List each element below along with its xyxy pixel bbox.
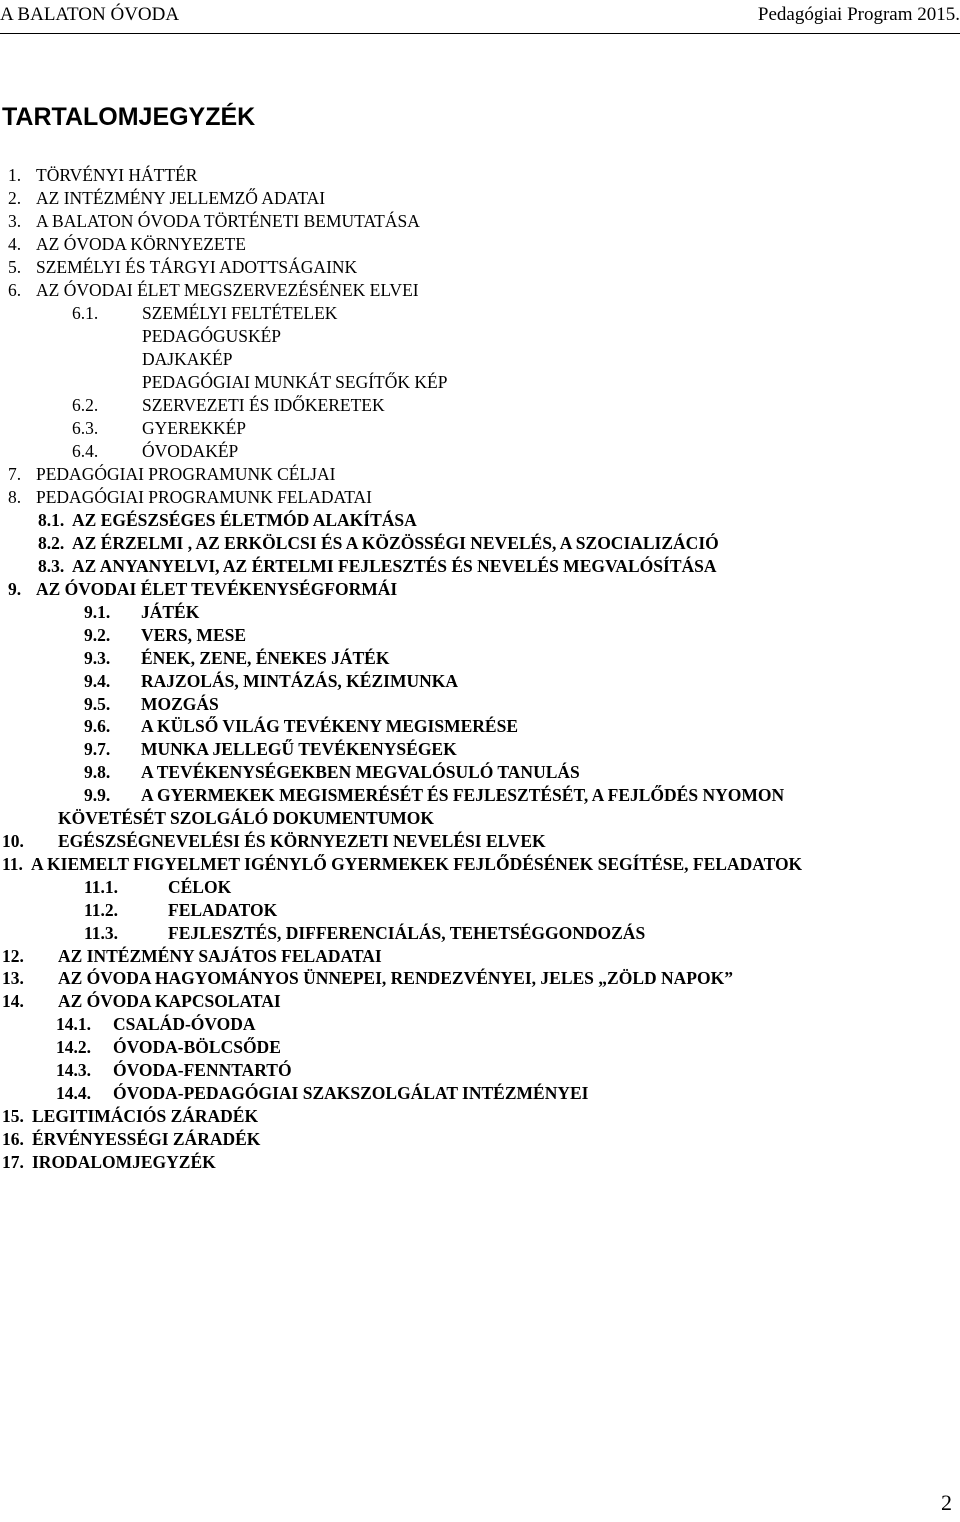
toc-entry-number: 2.	[8, 188, 22, 208]
page-number: 2	[941, 1490, 952, 1515]
toc-entry-text: DAJKAKÉP	[142, 349, 233, 369]
toc-entry-number: 14.2.	[56, 1037, 91, 1057]
toc-entry-text: KÖVETÉSÉT SZOLGÁLÓ DOKUMENTUMOK	[58, 808, 434, 828]
toc-entry-15	[2, 1104, 258, 1128]
toc-entry-number: 9.	[8, 579, 22, 599]
toc-entry-13	[2, 966, 733, 990]
toc-entry-5	[8, 255, 357, 279]
toc-entry-text: TÖRVÉNYI HÁTTÉR	[36, 165, 198, 185]
toc-entry-14-4	[56, 1081, 588, 1105]
header-divider	[0, 33, 960, 34]
toc-entry-text: SZEMÉLYI ÉS TÁRGYI ADOTTSÁGAINK	[36, 257, 358, 277]
toc-entry-14-3	[56, 1058, 292, 1082]
toc-entry-number: 14.1.	[56, 1014, 91, 1034]
toc-entry-number: 9.5.	[84, 694, 111, 714]
toc-entry-text: ÓVODA-PEDAGÓGIAI SZAKSZOLGÁLAT INTÉZMÉNYEI	[113, 1083, 589, 1103]
toc-entry-4	[8, 232, 246, 256]
header-document-title: Pedagógiai Program 2015.	[757, 4, 960, 25]
toc-entry-10	[2, 829, 546, 853]
toc-entry-text: AZ ÓVODAI ÉLET TEVÉKENYSÉGFORMÁI	[36, 579, 398, 599]
toc-title: TARTALOMJEGYZÉK	[2, 103, 256, 131]
toc-entry-number: 12.	[2, 946, 24, 966]
toc-entry-number: 8.	[8, 487, 22, 507]
toc-entry-12	[2, 944, 382, 968]
toc-entry-text: ÓVODA-BÖLCSŐDE	[113, 1037, 281, 1057]
toc-entry-text: CÉLOK	[168, 877, 232, 897]
toc-entry-number: 8.3.	[38, 556, 65, 576]
toc-entry-9-9-continuation	[58, 806, 434, 830]
page-header	[0, 0, 960, 30]
toc-entry-text: A KIEMELT FIGYELMET IGÉNYLŐ GYERMEKEK FEJLŐDÉSÉNEK SEGÍTÉSE, FELADATOK	[31, 854, 803, 874]
toc-entry-text: A GYERMEKEK MEGISMERÉSÉT ÉS FEJLESZTÉSÉT, A FEJLŐDÉS NYOMON	[141, 785, 785, 805]
toc-entry-number: 15.	[2, 1106, 24, 1126]
toc-entry-text: FEJLESZTÉS, DIFFERENCIÁLÁS, TEHETSÉGGONDOZÁS	[168, 923, 646, 943]
toc-entry-text: JÁTÉK	[141, 602, 200, 622]
toc-entry-11-2	[84, 898, 277, 922]
toc-entry-9	[8, 577, 397, 601]
toc-entry-number: 9.2.	[84, 625, 111, 645]
toc-entry-14	[2, 989, 281, 1013]
toc-entry-9-1	[84, 600, 199, 624]
toc-entry-number: 4.	[8, 234, 22, 254]
toc-entry-number: 11.	[2, 854, 23, 874]
toc-entry-text: CSALÁD-ÓVODA	[113, 1014, 256, 1034]
toc-entry-number: 3.	[8, 211, 22, 231]
toc-entry-text: AZ ÓVODA KÖRNYEZETE	[36, 234, 246, 254]
toc-entry-text: A KÜLSŐ VILÁG TEVÉKENY MEGISMERÉSE	[141, 716, 518, 736]
toc-entry-number: 9.7.	[84, 739, 111, 759]
toc-entry-text: AZ ÓVODA KAPCSOLATAI	[58, 991, 281, 1011]
toc-entry-text: PEDAGÓGUSKÉP	[142, 326, 282, 346]
toc-entry-2	[8, 186, 325, 210]
toc-entry-text: IRODALOMJEGYZÉK	[32, 1152, 216, 1172]
toc-entry-7	[8, 462, 335, 486]
toc-entry-6-3	[72, 416, 246, 440]
toc-entry-6-1	[72, 301, 337, 325]
toc-entry-text: ÓVODA-FENNTARTÓ	[113, 1060, 292, 1080]
toc-entry-8-3	[38, 554, 717, 578]
toc-entry-text: PEDAGÓGIAI PROGRAMUNK CÉLJAI	[36, 464, 336, 484]
toc-entry-3	[8, 209, 420, 233]
toc-entry-14-1	[56, 1012, 256, 1036]
toc-entry-segitok-kep	[142, 370, 447, 394]
toc-entry-text: AZ INTÉZMÉNY SAJÁTOS FELADATAI	[58, 946, 382, 966]
toc-entry-8-2	[38, 531, 719, 555]
toc-entry-text: LEGITIMÁCIÓS ZÁRADÉK	[32, 1106, 259, 1126]
toc-entry-6-4	[72, 439, 238, 463]
toc-entry-text: GYEREKKÉP	[142, 418, 247, 438]
toc-entry-8	[8, 485, 372, 509]
toc-entry-number: 6.	[8, 280, 22, 300]
toc-entry-number: 9.6.	[84, 716, 111, 736]
toc-entry-9-3	[84, 646, 389, 670]
toc-entry-number: 8.2.	[38, 533, 65, 553]
toc-entry-number: 11.3.	[84, 923, 119, 943]
toc-entry-dajkakep	[142, 347, 232, 371]
toc-entry-text: MOZGÁS	[141, 694, 219, 714]
toc-entry-11	[2, 852, 802, 876]
toc-entry-9-9	[84, 783, 784, 807]
toc-entry-6	[8, 278, 419, 302]
toc-entry-9-6	[84, 714, 518, 738]
toc-entry-number: 6.4.	[72, 441, 99, 461]
toc-entry-11-3	[84, 921, 645, 945]
toc-entry-11-1	[84, 875, 231, 899]
toc-entry-number: 5.	[8, 257, 22, 277]
toc-entry-text: AZ ANYANYELVI, AZ ÉRTELMI FEJLESZTÉS ÉS NEVELÉS MEGVALÓSÍTÁSA	[72, 556, 717, 576]
toc-entry-text: RAJZOLÁS, MINTÁZÁS, KÉZIMUNKA	[141, 671, 458, 691]
toc-entry-text: ÓVODAKÉP	[142, 441, 239, 461]
toc-entry-number: 6.3.	[72, 418, 99, 438]
toc-entry-number: 10.	[2, 831, 24, 851]
toc-entry-text: A BALATON ÓVODA TÖRTÉNETI BEMUTATÁSA	[36, 211, 420, 231]
toc-entry-text: FELADATOK	[168, 900, 278, 920]
toc-entry-number: 14.	[2, 991, 24, 1011]
toc-entry-text: AZ INTÉZMÉNY JELLEMZŐ ADATAI	[36, 188, 326, 208]
toc-entry-text: AZ ÓVODAI ÉLET MEGSZERVEZÉSÉNEK ELVEI	[36, 280, 419, 300]
toc-entry-number: 9.9.	[84, 785, 111, 805]
toc-entry-number: 7.	[8, 464, 22, 484]
toc-entry-9-4	[84, 669, 458, 693]
toc-entry-17	[2, 1150, 216, 1174]
toc-entry-pedagoguskep	[142, 324, 281, 348]
toc-entry-text: AZ ÉRZELMI , AZ ERKÖLCSI ÉS A KÖZÖSSÉGI NEVELÉS, A SZOCIALIZÁCIÓ	[72, 533, 719, 553]
toc-entry-text: MUNKA JELLEGŰ TEVÉKENYSÉGEK	[141, 739, 457, 759]
toc-entry-9-5	[84, 692, 219, 716]
toc-entry-8-1	[38, 508, 417, 532]
toc-entry-number: 11.2.	[84, 900, 119, 920]
toc-entry-number: 14.4.	[56, 1083, 91, 1103]
toc-entry-number: 9.1.	[84, 602, 111, 622]
toc-entry-number: 1.	[8, 165, 22, 185]
toc-entry-9-7	[84, 737, 457, 761]
toc-entry-6-2	[72, 393, 385, 417]
toc-entry-16	[2, 1127, 260, 1151]
toc-entry-number: 9.3.	[84, 648, 111, 668]
toc-entry-text: AZ EGÉSZSÉGES ÉLETMÓD ALAKÍTÁSA	[72, 510, 417, 530]
toc-entry-number: 8.1.	[38, 510, 65, 530]
toc-entry-text: PEDAGÓGIAI MUNKÁT SEGÍTŐK KÉP	[142, 372, 448, 392]
toc-entry-number: 6.2.	[72, 395, 99, 415]
toc-entry-number: 17.	[2, 1152, 24, 1172]
toc-entry-number: 14.3.	[56, 1060, 91, 1080]
toc-entry-9-8	[84, 760, 580, 784]
toc-entry-text: EGÉSZSÉGNEVELÉSI ÉS KÖRNYEZETI NEVELÉSI ELVEK	[58, 831, 546, 851]
toc-entry-1	[8, 163, 197, 187]
toc-entry-text: SZERVEZETI ÉS IDŐKERETEK	[142, 395, 385, 415]
toc-entry-text: PEDAGÓGIAI PROGRAMUNK FELADATAI	[36, 487, 372, 507]
toc-entry-text: VERS, MESE	[141, 625, 247, 645]
toc-entry-9-2	[84, 623, 246, 647]
toc-entry-number: 9.8.	[84, 762, 111, 782]
toc-entry-number: 6.1.	[72, 303, 99, 323]
toc-entry-text: AZ ÓVODA HAGYOMÁNYOS ÜNNEPEI, RENDEZVÉNYEI, JELES „ZÖLD NAPOK”	[58, 968, 733, 988]
toc-entry-number: 9.4.	[84, 671, 111, 691]
toc-entry-number: 11.1.	[84, 877, 119, 897]
toc-entry-text: SZEMÉLYI FELTÉTELEK	[142, 303, 338, 323]
toc-entry-text: A TEVÉKENYSÉGEKBEN MEGVALÓSULÓ TANULÁS	[141, 762, 580, 782]
toc-entry-14-2	[56, 1035, 281, 1059]
toc-entry-text: ÉNEK, ZENE, ÉNEKES JÁTÉK	[141, 648, 390, 668]
toc-entry-number: 13.	[2, 968, 24, 988]
header-school-name: A BALATON ÓVODA	[0, 4, 180, 25]
toc-entry-text: ÉRVÉNYESSÉGI ZÁRADÉK	[32, 1129, 261, 1149]
toc-entry-number: 16.	[2, 1129, 24, 1149]
